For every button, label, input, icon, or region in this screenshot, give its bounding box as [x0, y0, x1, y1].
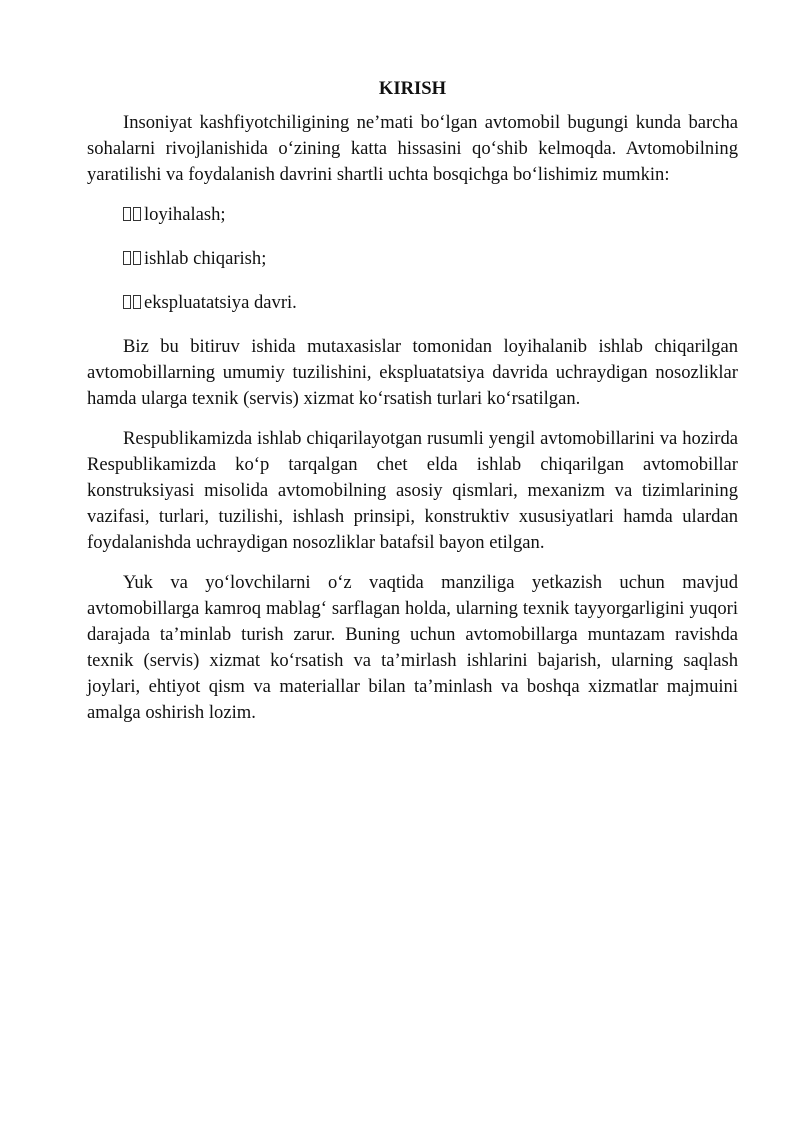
document-page [87, 76, 738, 740]
maintenance-paragraph: Yuk va yo‘lovchilarni o‘z vaqtida manziliga yetkazish uchun mavjud avtomobillarga kamroq mablag‘ sarflagan holda, ularning texnik tayyorgarligini yuqori darajada ta’minlab turish zarur. Buning uchun avtomobillarga muntazam ravishda texnik (servis) xizmat ko‘rsatish va ta’mirlash ishlarini bajarish, ularning saqlash joylari, ehtiyot qism va materiallar bilan ta’minlash va boshqa xizmatlar majmuini amalga oshirish lozim. [87, 572, 738, 723]
bullet-glyph-icon [123, 248, 143, 269]
list-item-label: ishlab chiqarish; [144, 248, 267, 269]
scope-paragraph: Biz bu bitiruv ishida mutaxasislar tomonidan loyihalanib ishlab chiqarilgan avtomobillarning umumiy tuzilishini, ekspluatatsiya davrida uchraydigan nosozliklar hamda ularga texnik (servis) xizmat ko‘rsatish turlari ko‘rsatilgan. [87, 336, 738, 409]
page-title: KIRISH [378, 78, 447, 99]
list-item [87, 246, 738, 272]
bullet-glyph-icon [123, 292, 143, 313]
list-item [87, 290, 738, 316]
list-item-label: loyihalash; [144, 204, 226, 225]
list-item-label: ekspluatatsiya davri. [144, 292, 297, 313]
list-item [87, 202, 738, 228]
bullet-glyph-icon [123, 204, 143, 225]
content-paragraph: Respublikamizda ishlab chiqarilayotgan rusumli yengil avtomobillarini va hozirda Respublikamizda ko‘p tarqalgan chet elda ishlab chiqarilgan avtomobillar konstruksiyasi misolida avtomobilning asosiy qismlari, mexanizm va tizimlarining vazifasi, turlari, tuzilishi, ishlash prinsipi, konstruktiv xususiyatlari hamda ulardan foydalanishda uchraydigan nosozliklar batafsil bayon etilgan. [87, 428, 738, 553]
intro-paragraph: Insoniyat kashfiyotchiligining ne’mati bo‘lgan avtomobil bugungi kunda barcha sohalarni rivojlanishida o‘zining katta hissasini qo‘shib kelmoqda. Avtomobilning yaratilishi va foydalanish davrini shartli uchta bosqichga bo‘lishimiz mumkin: [87, 112, 738, 185]
